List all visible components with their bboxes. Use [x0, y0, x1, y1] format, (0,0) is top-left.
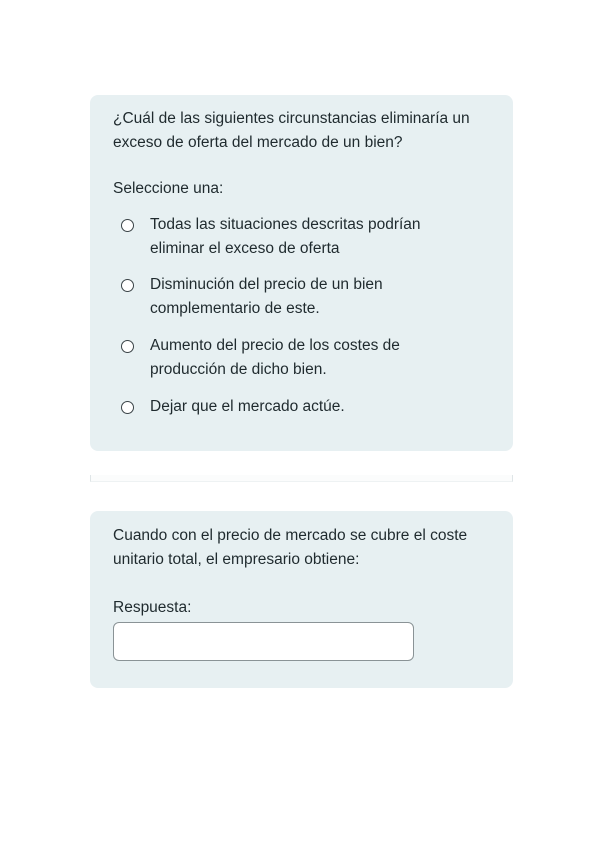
answer-prompt: Respuesta: — [113, 599, 192, 616]
radio-button[interactable] — [121, 219, 134, 232]
option-label: Todas las situaciones descritas podrían eliminar el exceso de oferta — [150, 216, 421, 257]
select-prompt: Seleccione una: — [113, 180, 224, 197]
radio-button[interactable] — [121, 340, 134, 353]
radio-button[interactable] — [121, 279, 134, 292]
option-label: Disminución del precio de un bien complementario de este. — [150, 276, 383, 317]
question-card-1 — [90, 95, 513, 451]
option-label: Aumento del precio de los costes de producción de dicho bien. — [150, 337, 400, 378]
question-card-2 — [90, 511, 513, 688]
answer-input[interactable] — [113, 622, 414, 661]
radio-button[interactable] — [121, 401, 134, 414]
section-divider — [90, 475, 513, 482]
question-text: ¿Cuál de las siguientes circunstancias eliminaría un exceso de oferta del mercado de un bien? — [113, 110, 470, 151]
question-text: Cuando con el precio de mercado se cubre el coste unitario total, el empresario obtiene: — [113, 527, 468, 568]
option-label: Dejar que el mercado actúe. — [150, 398, 345, 415]
